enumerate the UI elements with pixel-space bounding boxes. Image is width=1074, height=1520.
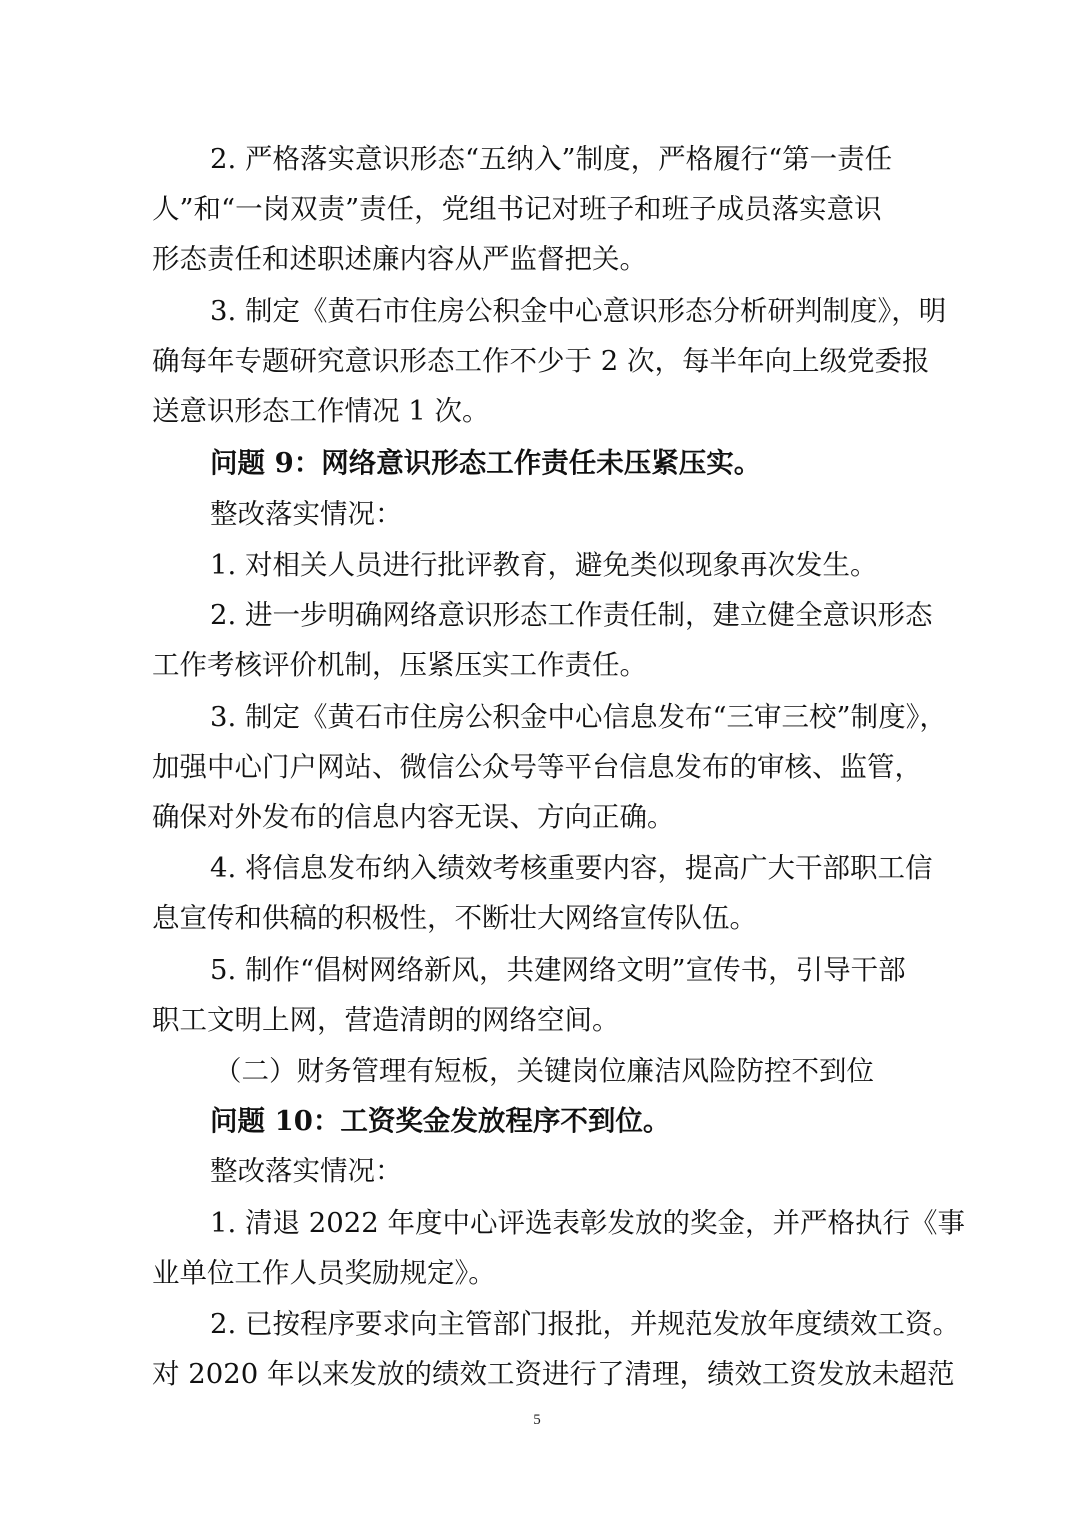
paragraph-line: 人”和“一岗双责”责任，党组书记对班子和班子成员落实意识	[152, 193, 882, 225]
paragraph-line: 对 2020 年以来发放的绩效工资进行了清理，绩效工资发放未超范	[152, 1358, 955, 1390]
paragraph-line: 职工文明上网，营造清朗的网络空间。	[152, 1004, 620, 1036]
paragraph-line: 2. 已按程序要求向主管部门报批，并规范发放年度绩效工资。	[210, 1308, 960, 1340]
paragraph-line: 3. 制定《黄石市住房公积金中心信息发布“三审三校”制度》，	[210, 701, 947, 733]
paragraph-line: 息宣传和供稿的积极性，不断壮大网络宣传队伍。	[152, 902, 757, 934]
paragraph-line: 1. 对相关人员进行批评教育，避免类似现象再次发生。	[210, 549, 878, 581]
issue-heading: 问题 9：网络意识形态工作责任未压紧压实。	[210, 447, 762, 479]
paragraph-line: 送意识形态工作情况 1 次。	[152, 395, 490, 427]
paragraph-line: 2. 进一步明确网络意识形态工作责任制，建立健全意识形态	[210, 599, 933, 631]
page-number: 5	[533, 1412, 541, 1428]
paragraph-line: 业单位工作人员奖励规定》。	[152, 1257, 496, 1289]
section-label: 整改落实情况：	[210, 1155, 403, 1187]
paragraph-line: 1. 清退 2022 年度中心评选表彰发放的奖金，并严格执行《事	[210, 1207, 965, 1239]
paragraph-line: 确每年专题研究意识形态工作不少于 2 次，每半年向上级党委报	[152, 345, 930, 377]
paragraph-line: 3. 制定《黄石市住房公积金中心意识形态分析研判制度》，明	[210, 295, 947, 327]
paragraph-line: 加强中心门户网站、微信公众号等平台信息发布的审核、监管，	[152, 751, 922, 783]
paragraph-line: 确保对外发布的信息内容无误、方向正确。	[152, 801, 675, 833]
issue-heading: 问题 10：工资奖金发放程序不到位。	[210, 1105, 671, 1137]
section-label: 整改落实情况：	[210, 498, 403, 530]
paragraph-line: 工作考核评价机制，压紧压实工作责任。	[152, 649, 647, 681]
subsection-heading: （二）财务管理有短板，关键岗位廉洁风险防控不到位	[214, 1055, 874, 1087]
paragraph-line: 2. 严格落实意识形态“五纳入”制度，严格履行“第一责任	[210, 143, 893, 175]
paragraph-line: 形态责任和述职述廉内容从严监督把关。	[152, 243, 647, 275]
paragraph-line: 4. 将信息发布纳入绩效考核重要内容，提高广大干部职工信	[210, 852, 933, 884]
paragraph-line: 5. 制作“倡树网络新风，共建网络文明”宣传书，引导干部	[210, 954, 906, 986]
